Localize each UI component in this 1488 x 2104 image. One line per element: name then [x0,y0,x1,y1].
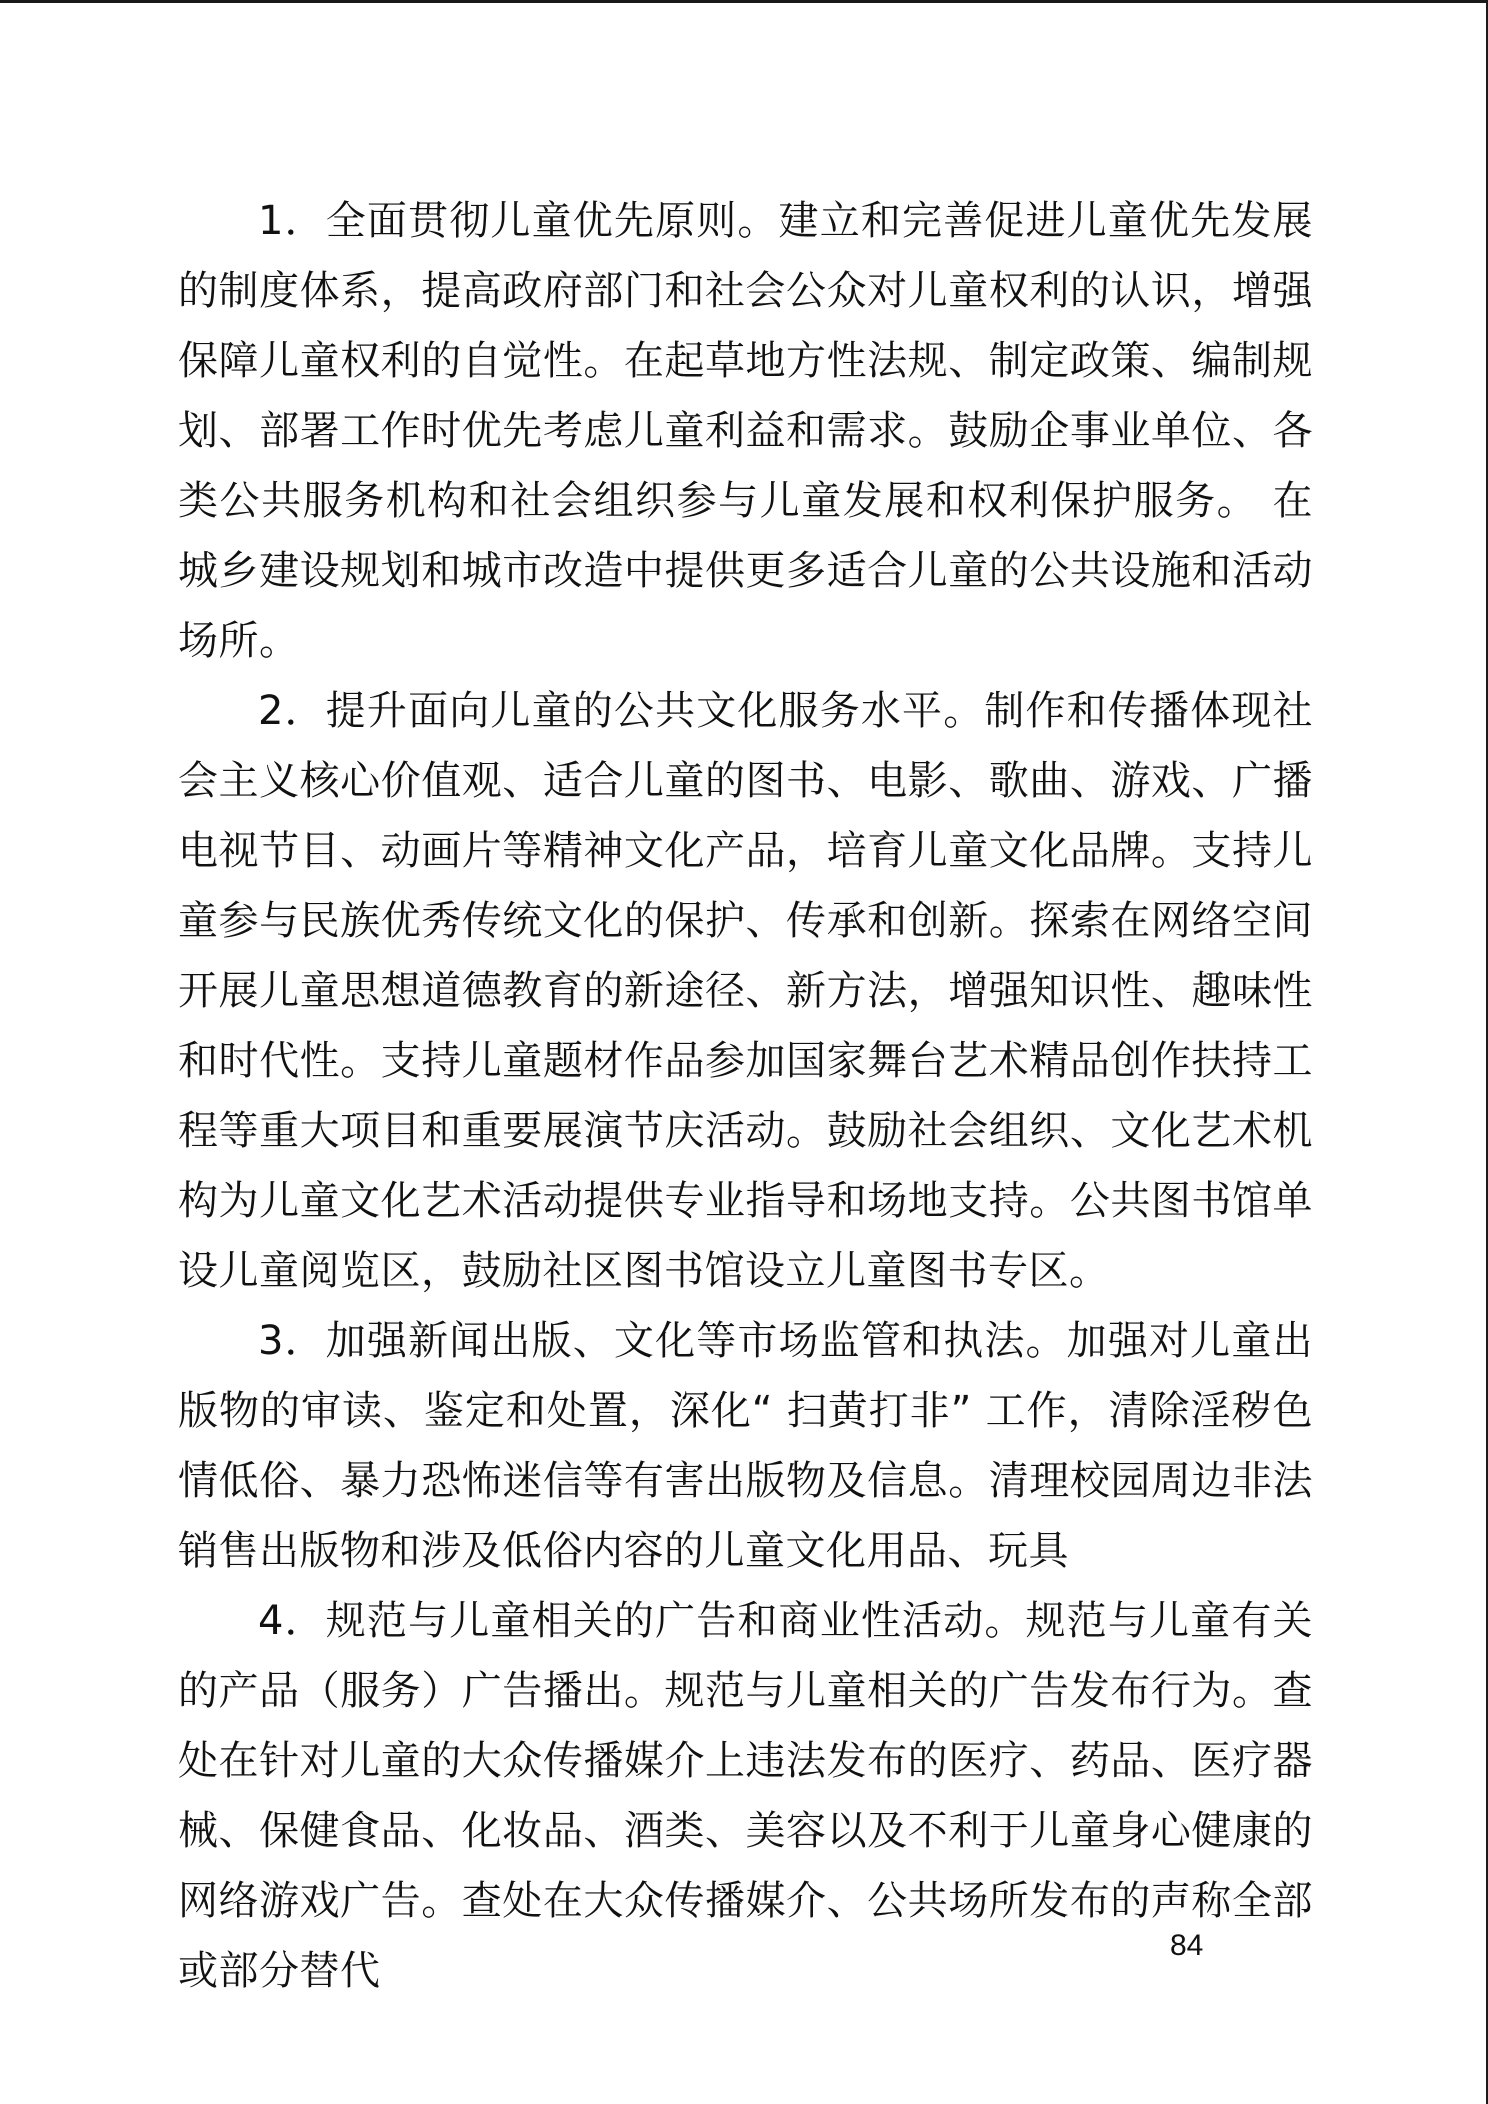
paragraph-3: 3．加强新闻出版、文化等市场监管和执法。加强对儿童出版物的审读、鉴定和处置，深化“ 扫黄打非” 工作，清除淫秽色情低俗、暴力恐怖迷信等有害出版物及信息。清理校园周边非法销售出版物和涉及低俗内容的儿童文化用品、玩具 [178,1318,1313,1574]
document-body [178,186,1313,2006]
page-number: 84 [1170,1929,1204,1962]
paragraph-1: 1．全面贯彻儿童优先原则。建立和完善促进儿童优先发展的制度体系，提高政府部门和社会公众对儿童权利的认识，增强保障儿童权利的自觉性。在起草地方性法规、制定政策、编制规划、部署工作时优先考虑儿童利益和需求。鼓励企事业单位、各类公共服务机构和社会组织参与儿童发展和权利保护服务。 在城乡建设规划和城市改造中提供更多适合儿童的公共设施和活动场所。 [178,198,1313,664]
paragraph-4: 4．规范与儿童相关的广告和商业性活动。规范与儿童有关的产品（服务）广告播出。规范与儿童相关的广告发布行为。查处在针对儿童的大众传播媒介上违法发布的医疗、药品、医疗器械、保健食品、化妆品、酒类、美容以及不利于儿童身心健康的网络游戏广告。查处在大众传播媒介、公共场所发布的声称全部或部分替代 [178,1598,1313,1994]
top-border-line [0,0,1488,3]
paragraph-2: 2．提升面向儿童的公共文化服务水平。制作和传播体现社会主义核心价值观、适合儿童的图书、电影、歌曲、游戏、广播电视节目、动画片等精神文化产品，培育儿童文化品牌。支持儿童参与民族优秀传统文化的保护、传承和创新。探索在网络空间开展儿童思想道德教育的新途径、新方法，增强知识性、趣味性和时代性。支持儿童题材作品参加国家舞台艺术精品创作扶持工程等重大项目和重要展演节庆活动。鼓励社会组织、文化艺术机构为儿童文化艺术活动提供专业指导和场地支持。公共图书馆单设儿童阅览区，鼓励社区图书馆设立儿童图书专区。 [178,688,1313,1294]
